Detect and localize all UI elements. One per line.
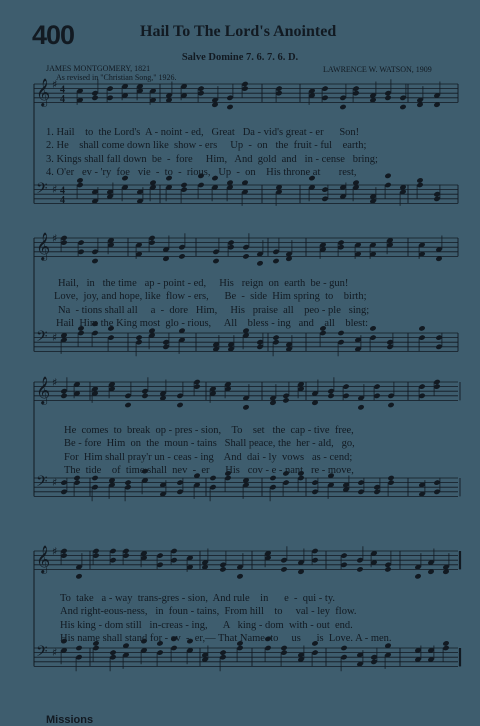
time-signature-numerator: 4 xyxy=(60,185,65,197)
notehead xyxy=(357,404,364,410)
bass-clef-icon: 𝄢 xyxy=(36,473,48,494)
tune-name: Salve Domine 7. 6. 7. 6. D. xyxy=(181,52,299,63)
treble-clef-icon: 𝄞 xyxy=(36,232,51,260)
notehead xyxy=(135,334,142,340)
notehead xyxy=(91,258,98,264)
notehead xyxy=(327,393,334,399)
notehead xyxy=(212,258,219,264)
composer-credit: LAWRENCE W. WATSON, 1909 xyxy=(323,65,432,74)
time-signature-denominator: 4 xyxy=(60,194,65,206)
treble-clef-icon: 𝄞 xyxy=(36,376,51,404)
notehead xyxy=(180,182,187,188)
notehead xyxy=(219,566,226,572)
lyric-line: The tide of time shall nev - er His cov - e - nant re - move, xyxy=(64,464,354,476)
notehead xyxy=(91,95,98,101)
notehead xyxy=(219,649,226,655)
key-signature-sharp-icon: ♯ xyxy=(52,476,58,489)
lyric-line: To take a - way trans-gres - sion, And rule in e - qui - ty. xyxy=(60,593,336,604)
notehead xyxy=(242,253,249,259)
notehead xyxy=(141,393,148,399)
key-signature-sharp-icon: ♯ xyxy=(52,545,58,558)
author-credit: JAMES MONTGOMERY, 1821 xyxy=(46,64,151,73)
notehead xyxy=(60,393,67,399)
lyric-line: Love, joy, and hope, like flow - ers, Be - side Him spring to birth; xyxy=(54,291,367,303)
notehead xyxy=(418,325,425,331)
lyric-line: Na - tions shall all a - dore Him, His praise all peo - ple sing; xyxy=(58,304,370,316)
notehead xyxy=(339,104,346,110)
notehead xyxy=(280,645,287,651)
key-signature-sharp-icon: ♯ xyxy=(52,78,58,91)
lyric-line: And right-eous-ness, in foun - tains, From hill to val - ley flow. xyxy=(60,606,357,618)
bass-clef-icon: 𝄢 xyxy=(36,643,48,664)
lyric-line: His king - dom still in-creas - ing, A king - dom with - out end. xyxy=(60,619,353,631)
notehead xyxy=(282,397,289,403)
key-signature-sharp-icon: ♯ xyxy=(52,232,58,245)
key-signature-sharp-icon: ♯ xyxy=(52,183,58,196)
notehead xyxy=(124,479,131,485)
treble-clef-icon: 𝄞 xyxy=(36,545,51,573)
notehead xyxy=(384,566,391,572)
notehead xyxy=(384,95,391,101)
notehead xyxy=(242,404,249,410)
lyric-line: His name shall stand for - ev - er,— That Name to us is Love. A - men. xyxy=(60,632,392,644)
lyric-line: For Him shall pray'r un - ceas - ing And dai - ly vows as - cend; xyxy=(64,451,353,463)
notehead xyxy=(256,260,263,266)
key-signature-sharp-icon: ♯ xyxy=(52,646,58,659)
notehead xyxy=(356,566,363,572)
treble-clef-icon: 𝄞 xyxy=(36,78,51,106)
notehead xyxy=(176,402,183,408)
notehead xyxy=(340,645,347,651)
notehead xyxy=(399,104,406,110)
notehead xyxy=(387,475,394,481)
notehead xyxy=(414,573,421,579)
notehead xyxy=(280,566,287,572)
page-footer-category: Missions xyxy=(46,714,94,726)
notehead xyxy=(416,177,423,183)
notehead xyxy=(226,104,233,110)
hymn-title: Hail To The Lord's Anointed xyxy=(140,23,337,40)
notehead xyxy=(236,573,243,579)
notehead xyxy=(75,573,82,579)
lyric-line: He comes to break op - pres - sion, To set the cap - tive free, xyxy=(64,425,354,436)
time-signature-denominator: 4 xyxy=(60,93,65,105)
key-signature-sharp-icon: ♯ xyxy=(52,376,58,389)
notehead xyxy=(369,325,376,331)
author-revision-note: As revised in "Christian Song," 1926. xyxy=(56,73,177,82)
notehead xyxy=(442,640,449,646)
lyric-line: 2. He shall come down like show - ers Up - on the fruit - ful earth; xyxy=(46,140,367,152)
notehead xyxy=(124,402,131,408)
lyric-line: 3. Kings shall fall down be - fore Him, And gold and in - cense bring; xyxy=(46,153,378,165)
key-signature-sharp-icon: ♯ xyxy=(52,331,58,344)
hymn-number: 400 xyxy=(32,20,75,50)
bass-clef-icon: 𝄢 xyxy=(36,328,48,349)
notehead xyxy=(178,253,185,259)
lyric-line: 1. Hail to the Lord's A - noint - ed, Great Da - vid's great - er Son! xyxy=(46,127,360,138)
notehead xyxy=(272,334,279,340)
lyric-line: 4. O'er ev - 'ry foe vie - to - rious, Up - on His throne at rest, xyxy=(46,166,357,178)
notehead xyxy=(387,402,394,408)
notehead xyxy=(75,645,82,651)
notehead xyxy=(272,258,279,264)
lyric-line: Hail, in the time ap - point - ed, His reign on earth be - gun! xyxy=(58,278,349,289)
notehead xyxy=(384,173,391,179)
notehead xyxy=(109,649,116,655)
lyric-line: Be - fore Him on the moun - tains Shall peace, the her - ald, go, xyxy=(64,438,355,450)
bass-clef-icon: 𝄢 xyxy=(36,180,48,201)
lyric-line: Hail Him the King most glo - rious, All bless - ing and all blest: xyxy=(56,317,369,329)
time-signature-numerator: 4 xyxy=(60,84,65,96)
notehead xyxy=(337,330,344,336)
